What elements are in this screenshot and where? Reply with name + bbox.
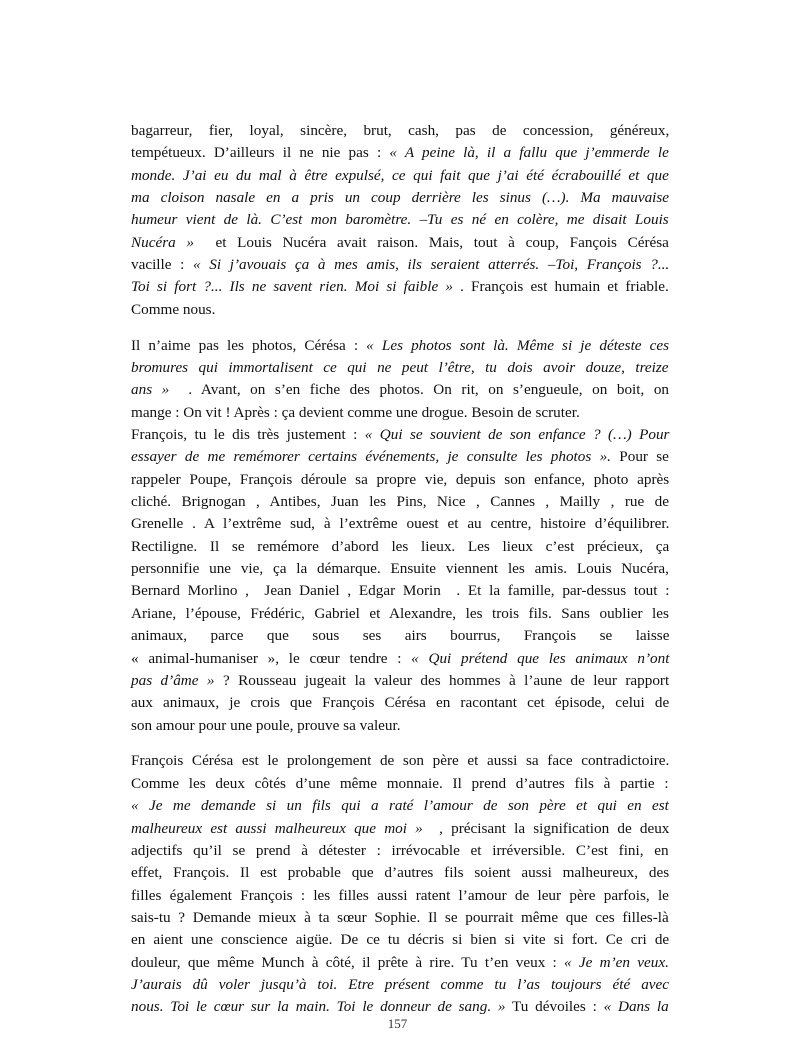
text-line [131, 750, 669, 772]
body-text: . Avant, on s’en fiche des photos. On rit, on s’engueule, on boit, on [169, 381, 670, 399]
body-text: Il n’aime pas les photos, Cérésa : [131, 336, 367, 354]
body-text: animaux, parce que sous ses airs bourrus, François se laisse [131, 627, 670, 645]
text-line [131, 142, 669, 164]
quote-text: bromures qui immortalisent ce qui ne peut l’être, tu dois avoir douze, treize [131, 359, 669, 377]
text-line [131, 276, 669, 298]
body-text: sais-tu ? Demande mieux à ta sœur Sophie. Il se pourrait même que ces filles-là [131, 908, 669, 926]
body-text: mange : On vit ! Après : ça devient comme une drogue. Besoin de scruter. [131, 403, 580, 421]
text-line [131, 885, 669, 907]
text-line [131, 670, 669, 692]
body-text: Ariane, l’épouse, Frédéric, Gabriel et Alexandre, les trois fils. Sans oublier les [131, 604, 669, 622]
body-text: bagarreur, fier, loyal, sincère, brut, cash, pas de concession, généreux, [131, 122, 670, 139]
text-line [131, 232, 669, 254]
body-text: douleur, que même Munch à côté, il prête à rire. Tu t’en veux : [131, 953, 565, 971]
body-text: cliché. Brignogan , Antibes, Juan les Pins, Nice , Cannes , Mailly , rue de [131, 493, 669, 511]
body-text: en aient une conscience aigüe. De ce tu décris si bien si vite si fort. Ce cri de [131, 931, 670, 949]
paragraph [131, 120, 669, 321]
body-text: et Louis Nucéra avait raison. Mais, tout à coup, Fançois Cérésa [194, 233, 669, 251]
text-line [131, 187, 669, 209]
body-text: Grenelle . A l’extrême sud, à l’extrême ouest et au centre, histoire d’équilibrer. [131, 515, 670, 533]
quote-text: Nucéra » [131, 233, 195, 251]
text-line [131, 402, 669, 424]
text-line [131, 335, 669, 357]
text-line [131, 773, 669, 795]
text-line [131, 580, 669, 602]
quote-text: ans » [131, 381, 170, 399]
text-line [131, 513, 669, 535]
quote-text: Toi si fort ?... Ils ne savent rien. Moi si faible » [131, 278, 453, 296]
body-text: Pour se [610, 448, 669, 466]
body-text: « animal-humaniser », le cœur tendre : [131, 649, 412, 667]
text-line [131, 491, 669, 513]
text-line [131, 357, 669, 379]
page-body [131, 120, 669, 1032]
quote-text: ma cloison nasale en a pris un coup derrière les sinus (…). Ma mauvaise [131, 189, 670, 207]
text-line [131, 929, 669, 951]
text-line [131, 424, 669, 446]
text-line [131, 974, 669, 996]
body-text: ? Rousseau jugeait la valeur des hommes à l’aune de leur rapport [214, 671, 670, 689]
body-text: Comme les deux côtés d’une même monnaie. Il prend d’autres fils à partie : [131, 774, 669, 792]
quote-text: malheureux est aussi malheureux que moi » [131, 819, 423, 837]
body-text: aux animaux, je crois que François Cérésa en racontant cet épisode, celui de [131, 694, 670, 712]
body-text: vacille : [131, 256, 194, 274]
quote-text: J’aurais dû voler jusqu’à toi. Etre présent comme tu l’as toujours été avec [131, 975, 670, 993]
text-line [131, 469, 669, 491]
text-line [131, 692, 669, 714]
body-text: François Cérésa est le prolongement de son père et aussi sa face contradictoire. [131, 752, 670, 770]
quote-text: « Dans la [603, 998, 669, 1016]
body-text: rappeler Poupe, François déroule sa propre vie, depuis son enfance, photo après [131, 470, 670, 488]
quote-text: « Je me demande si un fils qui a raté l’amour de son père et qui en est [131, 797, 669, 815]
text-line [131, 536, 669, 558]
quote-text: humeur vient de là. C’est mon baromètre. –Tu es né en colère, me disait Louis [131, 211, 669, 229]
text-line [131, 603, 669, 625]
body-text: tempétueux. D’ailleurs il ne nie pas : [131, 144, 390, 162]
quote-text: nous. Toi le cœur sur la main. Toi le donneur de sang. » [131, 998, 506, 1016]
body-text: personnifie une vie, ça la démarque. Ensuite viennent les amis. Louis Nucéra, [131, 560, 669, 578]
body-text: son amour pour une poule, prouve sa valeur. [131, 716, 401, 734]
paragraph [131, 750, 669, 1018]
text-line [131, 446, 669, 468]
text-line [131, 952, 669, 974]
body-text: François, tu le dis très justement : [131, 426, 365, 444]
text-line [131, 558, 669, 580]
text-line [131, 299, 669, 321]
quote-text: « Qui se souvient de son enfance ? (…) Pour [364, 426, 670, 444]
quote-text: pas d’âme » [131, 671, 215, 689]
body-text: adjectifs qu’il se prend à détester : irrévocable et irréversible. C’est fini, en [131, 841, 669, 859]
quote-text: « A peine là, il a fallu que j’emmerde le [389, 144, 669, 162]
text-line [131, 818, 669, 840]
text-line [131, 795, 669, 817]
quote-text: « Qui prétend que les animaux n’ont [411, 649, 670, 667]
quote-text: « Les photos sont là. Même si je déteste ces [366, 336, 670, 354]
body-text: effet, François. Il est probable que d’autres fils soient aussi malheureux, des [131, 864, 670, 882]
body-text: filles également François : les filles aussi ratent l’amour de leur père parfois, le [131, 886, 669, 904]
text-line [131, 862, 669, 884]
body-text: Comme nous. [131, 300, 216, 318]
quote-text: « Si j’avouais ça à mes amis, ils seraient atterrés. –Toi, François ?... [193, 256, 670, 274]
body-text: . François est humain et friable. [452, 278, 669, 296]
text-line [131, 715, 669, 737]
text-line [131, 648, 669, 670]
quote-text: « Je m’en veux. [564, 953, 669, 971]
body-text: Bernard Morlino , Jean Daniel , Edgar Morin . Et la famille, par-dessus tout : [131, 582, 670, 600]
paragraph [131, 335, 669, 737]
body-text: Rectiligne. Il se remémore d’abord les lieux. Les lieux c’est précieux, ça [131, 537, 670, 555]
text-line [131, 840, 669, 862]
body-text: Tu dévoiles : [505, 998, 604, 1016]
text-line [131, 209, 669, 231]
text-line [131, 254, 669, 276]
text-line [131, 165, 669, 187]
page-number: 157 [387, 1016, 408, 1031]
quote-text: essayer de me remémorer certains événements, je consulte les photos ». [131, 448, 611, 466]
text-line [131, 907, 669, 929]
body-text: , précisant la signification de deux [422, 819, 670, 837]
text-line [131, 379, 669, 401]
quote-text: monde. J’ai eu du mal à être expulsé, ce qui fait que j’ai été écrabouillé et que [131, 166, 669, 184]
text-line [131, 625, 669, 647]
text-line [131, 120, 669, 142]
